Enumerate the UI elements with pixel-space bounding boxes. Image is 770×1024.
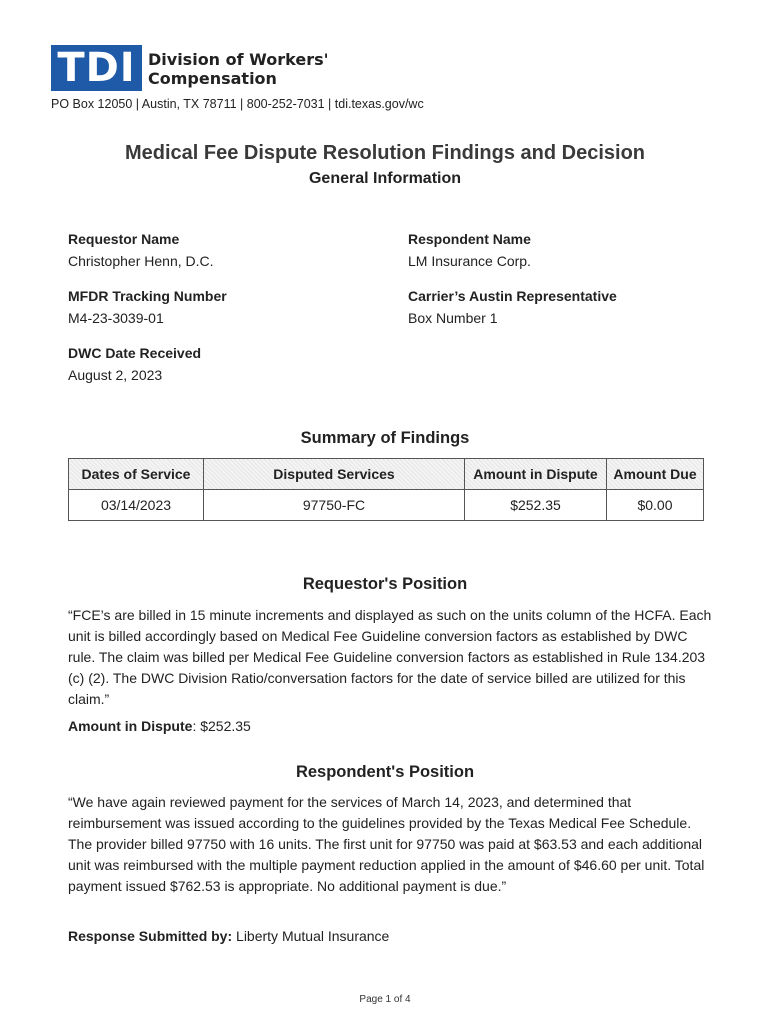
amount-in-dispute-label: Amount in Dispute <box>68 718 193 734</box>
requestor-label: Requestor Name <box>68 231 180 247</box>
tracking-label: MFDR Tracking Number <box>68 288 227 304</box>
division-line-2: Compensation <box>148 69 277 88</box>
requestor-position-text: “FCE’s are billed in 15 minute increments and displayed as such on the units column of the HCFA. Each unit is billed accordingly based on Medical Fee Guideline conversion factors as established by DWC rule. The claim was billed per Medical Fee Guideline conversion factors as established in Rule 134.203 (c) (2). The DWC Division Ratio/conversation factors for the date of service billed are utilized for this claim.” <box>68 607 712 707</box>
respondent-value: LM Insurance Corp. <box>408 253 531 269</box>
amount-in-dispute-value: : $252.35 <box>192 718 251 734</box>
column-header: Amount Due <box>607 459 704 490</box>
date-received-label: DWC Date Received <box>68 345 202 361</box>
page-title: Medical Fee Dispute Resolution Findings and Decision <box>124 142 646 164</box>
requestor-position-heading: Requestor's Position <box>302 575 468 593</box>
division-line-1: Division of Workers' <box>148 50 329 69</box>
page-subtitle: General Information <box>308 170 462 187</box>
tdi-logo: TDI <box>51 45 142 91</box>
response-submitted-value: Liberty Mutual Insurance <box>236 928 390 944</box>
table-header-row <box>69 459 704 490</box>
response-submitted-line <box>68 926 718 947</box>
respondent-position-heading: Respondent's Position <box>295 763 475 781</box>
respondent-position-text: “We have again reviewed payment for the services of March 14, 2023, and determined that reimbursement was issued according to the guidelines provided by the Texas Medical Fee Schedule. The provider billed 97750 with 16 units. The first unit for 97750 was paid at $63.53 and each additional unit was reimbursed with the multiple payment reduction applied in the amount of $46.60 per unit. Total payment issued $762.53 is appropriate. No additional payment is due.” <box>68 794 705 894</box>
respondent-label: Respondent Name <box>408 231 531 247</box>
carrier-label: Carrier’s Austin Representative <box>408 288 617 304</box>
requestor-value: Christopher Henn, D.C. <box>68 253 214 269</box>
column-header: Amount in Dispute <box>465 459 607 490</box>
division-name <box>148 50 329 88</box>
requestor-amount-line <box>68 716 718 737</box>
table-cell: 97750-FC <box>204 490 465 521</box>
date-received-value: August 2, 2023 <box>68 367 163 383</box>
tracking-value: M4-23-3039-01 <box>68 310 164 326</box>
table-cell: 03/14/2023 <box>69 490 204 521</box>
table-cell: $0.00 <box>607 490 704 521</box>
summary-heading: Summary of Findings <box>300 429 470 447</box>
findings-table <box>68 458 704 521</box>
address-line: PO Box 12050 | Austin, TX 78711 | 800-252-7031 | tdi.texas.gov/wc <box>51 97 424 111</box>
table-row <box>69 490 704 521</box>
column-header: Disputed Services <box>204 459 465 490</box>
column-header: Dates of Service <box>69 459 204 490</box>
page-number: Page 1 of 4 <box>359 994 411 1005</box>
table-cell: $252.35 <box>465 490 607 521</box>
carrier-value: Box Number 1 <box>408 310 498 326</box>
response-submitted-label: Response Submitted by: <box>68 928 233 944</box>
